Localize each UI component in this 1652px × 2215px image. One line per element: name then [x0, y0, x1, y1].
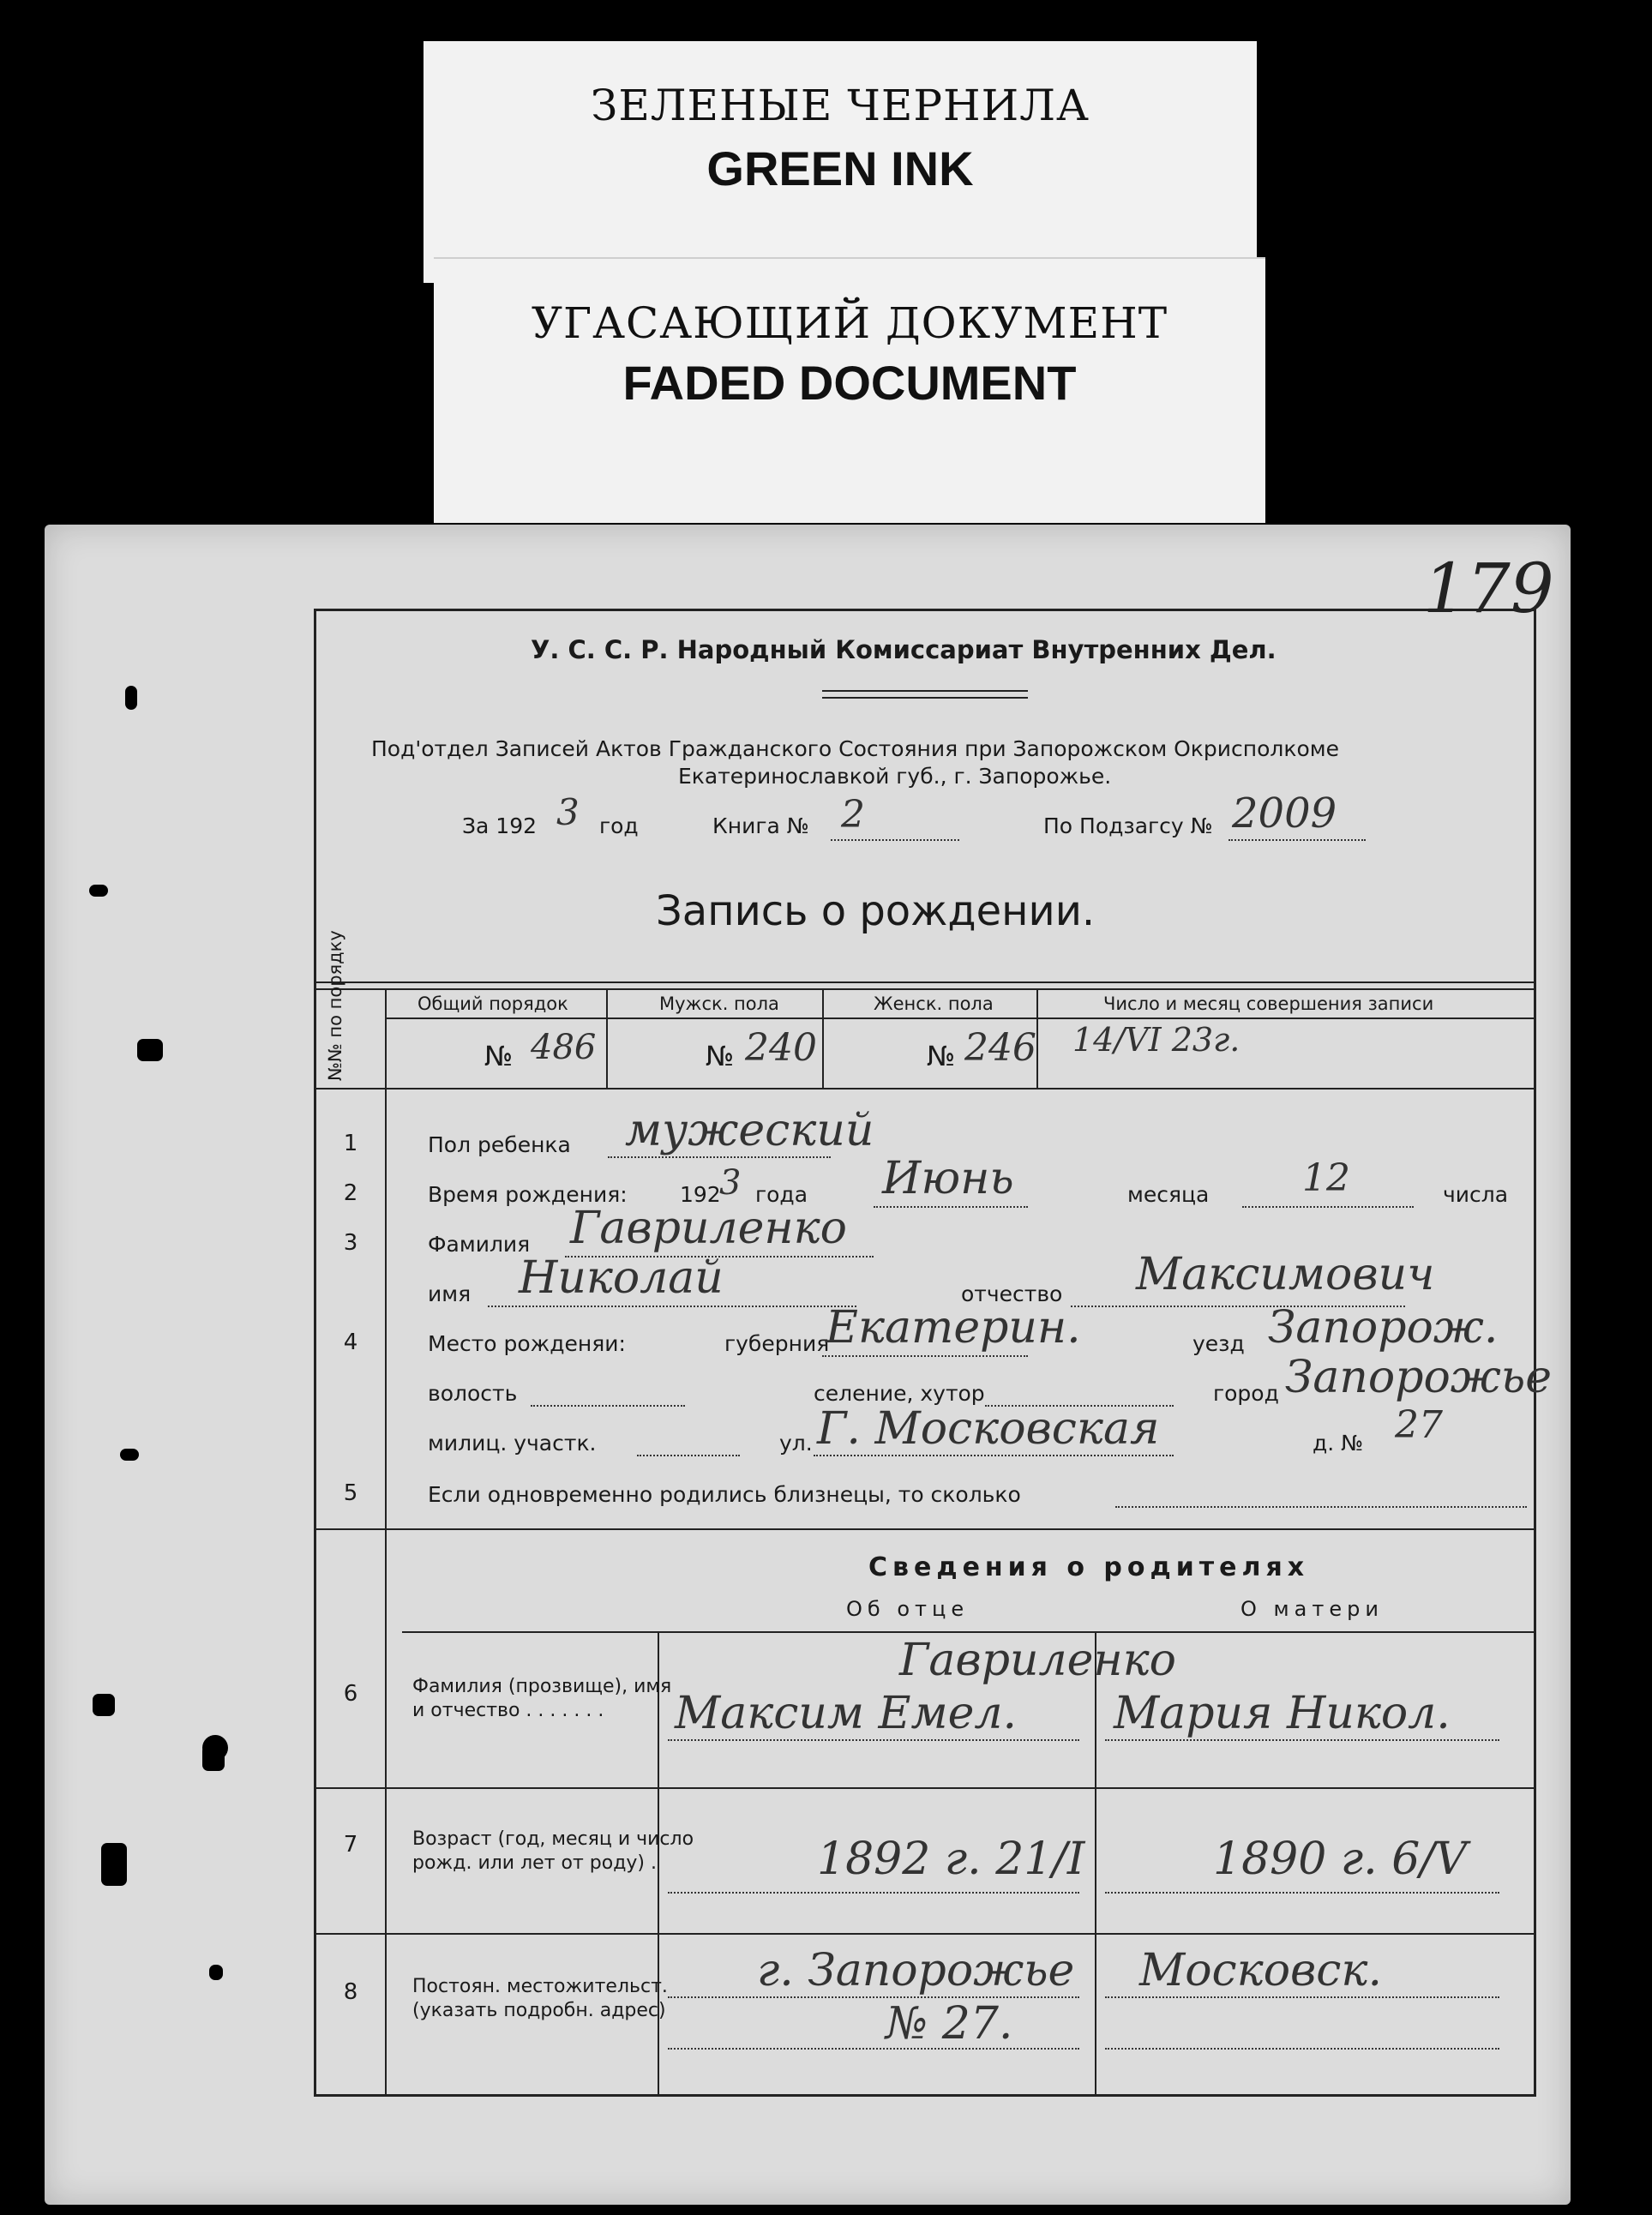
punch-hole [101, 1843, 127, 1886]
row-number: 2 [343, 1180, 358, 1206]
date-handwritten: 14/VI 23г. [1072, 1021, 1241, 1059]
parent-age-label-1: Возраст (год, месяц и число [412, 1828, 694, 1850]
faded-document-en: FADED DOCUMENT [622, 356, 1077, 410]
parents-title: Сведения о родителях [868, 1552, 1310, 1582]
punch-hole [202, 1745, 225, 1771]
punch-hole [125, 686, 137, 710]
punch-hole [137, 1039, 163, 1061]
punch-hole [93, 1694, 115, 1716]
surname-handwritten: Гавриленко [570, 1203, 847, 1254]
birth-time-label: Время рождения: [428, 1182, 628, 1207]
year-prefix: За 192 [462, 813, 538, 838]
parent-name-label-1: Фамилия (прозвище), имя [412, 1676, 672, 1697]
female-no-handwritten: 246 [964, 1026, 1036, 1070]
day-handwritten: 12 [1302, 1156, 1350, 1200]
punch-hole [120, 1449, 139, 1461]
order-column-header: №№ по порядку [325, 930, 345, 1081]
year-handwritten: 3 [556, 791, 580, 833]
green-ink-ru: ЗЕЛЕНЫЕ ЧЕРНИЛА [591, 81, 1090, 130]
green-ink-label [424, 41, 1257, 283]
father-column-label: Об отце [846, 1597, 970, 1621]
ul-handwritten: Г. Московская [817, 1403, 1160, 1455]
faded-document-ru: УГАСАЮЩИЙ ДОКУМЕНТ [531, 298, 1168, 348]
row-number: 8 [343, 1979, 358, 2005]
residence-label-1: Постоян. местожительст. [412, 1976, 668, 1997]
uezd-label: уезд [1192, 1331, 1245, 1356]
mother-name-handwritten: Мария Никол. [1114, 1688, 1451, 1739]
row-number: 1 [343, 1131, 358, 1156]
female-header: Женск. пола [874, 993, 994, 1014]
name-handwritten: Николай [519, 1252, 724, 1304]
row-number: 7 [343, 1832, 358, 1858]
mother-column-label: О матери [1241, 1597, 1384, 1621]
male-no-label: № [706, 1040, 735, 1072]
birth-record-form [314, 609, 1552, 2097]
parent-age-label-2: рожд. или лет от роду) . [412, 1852, 657, 1874]
general-no-handwritten: 486 [531, 1028, 597, 1067]
year-suffix: год [599, 813, 639, 838]
header-line-2: Под'отдел Записей Актов Гражданского Состояния при Запорожском Окрисполкоме [371, 736, 1340, 761]
year-word: года [755, 1182, 808, 1207]
row-number: 5 [343, 1480, 358, 1506]
father-age-handwritten: 1892 г. 21/I [817, 1834, 1085, 1885]
selenie-label: селение, хутор [814, 1381, 985, 1406]
page-number: 179 [1423, 549, 1554, 628]
general-order-header: Общий порядок [418, 993, 568, 1014]
name-label: имя [428, 1282, 472, 1306]
parent-name-label-2: и отчество . . . . . . . [412, 1700, 604, 1721]
twins-label: Если одновременно родились близнецы, то сколько [428, 1482, 1021, 1507]
month-handwritten: Июнь [882, 1153, 1014, 1204]
row-number: 6 [343, 1681, 358, 1707]
month-word: месяца [1127, 1182, 1210, 1207]
sex-label: Пол ребенка [428, 1132, 571, 1157]
green-ink-en: GREEN INK [706, 141, 974, 195]
book-handwritten: 2 [841, 793, 865, 837]
volost-label: волость [428, 1381, 518, 1406]
gubernia-label: губерния [724, 1331, 830, 1356]
sex-handwritten: мужеский [625, 1105, 874, 1156]
female-no-label: № [927, 1040, 956, 1072]
book-label: Книга № [712, 813, 809, 838]
subzags-handwritten: 2009 [1232, 789, 1337, 837]
father-residence-handwritten: г. Запорожье [757, 1945, 1075, 1996]
date-header: Число и месяц совершения записи [1103, 993, 1434, 1014]
subzags-label: По Подзагсу № [1043, 813, 1213, 838]
gubernia-handwritten: Екатерин. [826, 1302, 1081, 1354]
surname-label: Фамилия [428, 1232, 531, 1257]
header-line-1: У. С. С. Р. Народный Комиссариат Внутренних Дел. [531, 635, 1277, 664]
house-handwritten: 27 [1395, 1403, 1443, 1447]
punch-hole [89, 885, 108, 897]
ul-label: ул. [779, 1431, 813, 1456]
birth-year-handwritten: 3 [719, 1163, 742, 1203]
milits-label: милиц. участк. [428, 1431, 597, 1456]
gorod-handwritten: Запорожье [1285, 1352, 1552, 1403]
father-name-handwritten: Максим Емел. [675, 1688, 1018, 1739]
uezd-handwritten: Запорож. [1268, 1302, 1499, 1354]
general-no-label: № [484, 1040, 514, 1072]
header-line-3: Екатеринославкой губ., г. Запорожье. [678, 764, 1112, 789]
page-title: Запись о рождении. [656, 887, 1096, 935]
punch-hole [209, 1965, 223, 1980]
row-number: 4 [343, 1330, 358, 1355]
row-number: 3 [343, 1230, 358, 1256]
patronymic-label: отчество [961, 1282, 1063, 1306]
parent-surname-handwritten: Гавриленко [899, 1635, 1176, 1686]
day-word: числа [1443, 1182, 1509, 1207]
male-header: Мужск. пола [659, 993, 779, 1014]
place-label: Место рожденяи: [428, 1331, 626, 1356]
residence-label-2: (указать подробн. адрес) [412, 2000, 666, 2021]
gorod-label: город [1213, 1381, 1279, 1406]
house-label: д. № [1313, 1431, 1364, 1456]
mother-residence-handwritten: Московск. [1139, 1945, 1383, 1996]
father-residence-handwritten-2: № 27. [886, 1998, 1013, 2050]
mother-age-handwritten: 1890 г. 6/V [1213, 1834, 1468, 1885]
male-no-handwritten: 240 [745, 1026, 817, 1070]
birth-year-prefix: 192 [680, 1182, 721, 1207]
patronymic-handwritten: Максимович [1136, 1249, 1435, 1300]
faded-document-label [434, 257, 1265, 523]
